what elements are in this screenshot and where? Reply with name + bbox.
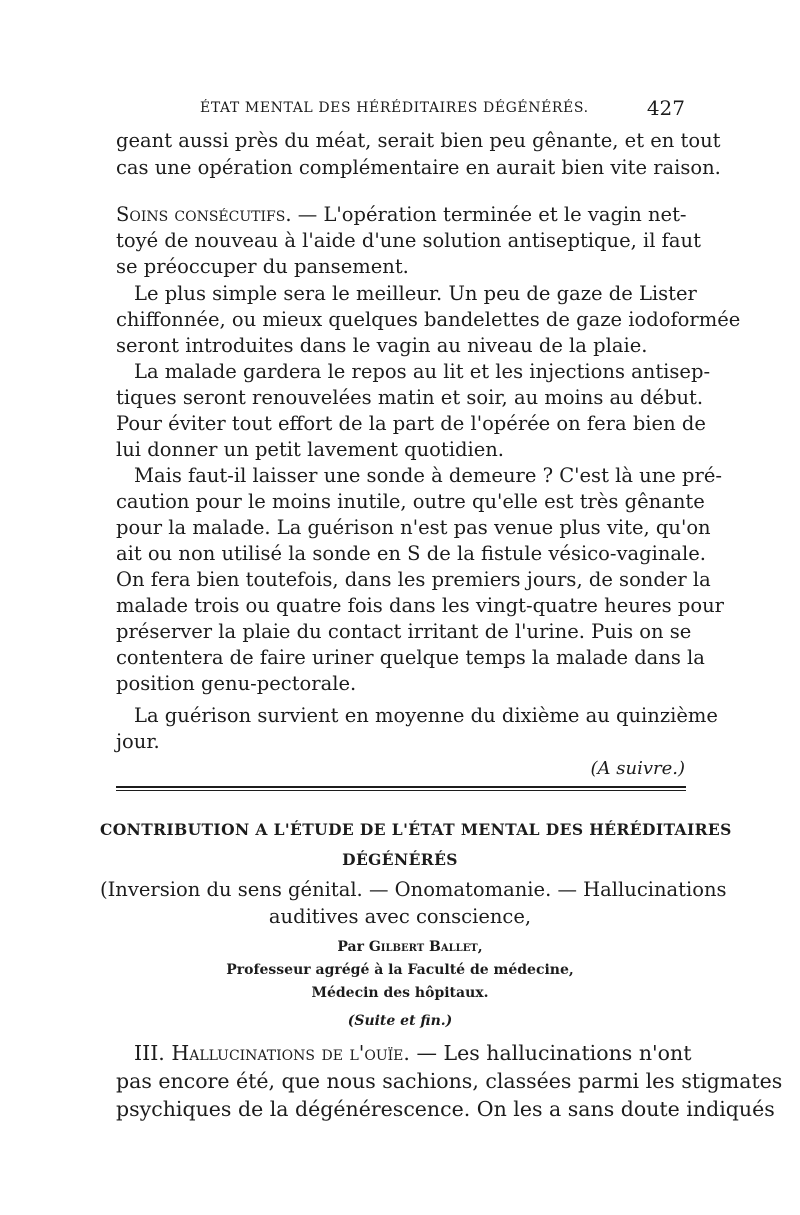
continuation-note: (Suite et fin.): [347, 1013, 453, 1029]
article-subtitle-cont: auditives avec conscience,: [268, 905, 532, 928]
text-line: pas encore été, que nous sachions, classées parmi les stigmates: [116, 1069, 783, 1093]
section-heading-rest: — Les hallucinations n'ont: [409, 1041, 692, 1065]
section-lead-rest: — L'opération terminée et le vagin net-: [291, 203, 687, 226]
author-affiliation: Professeur agrégé à la Faculté de médecine,: [226, 962, 574, 978]
article-subtitle: (Inversion du sens génital. — Onomatomanie. — Hallucinations: [100, 878, 727, 901]
text-line: Pour éviter tout effort de la part de l'opérée on fera bien de: [116, 412, 706, 435]
text-line: se préoccuper du pansement.: [116, 255, 409, 278]
text-line: La malade gardera le repos au lit et les injections antisep-: [134, 360, 711, 383]
text-line: Mais faut-il laisser une sonde à demeure ? C'est là une pré-: [134, 464, 722, 487]
text-line: tiques seront renouvelées matin et soir, au moins au début.: [116, 386, 704, 409]
article-title: CONTRIBUTION A L'ÉTUDE DE L'ÉTAT MENTAL DES HÉRÉDITAIRES: [100, 820, 732, 839]
section-heading-line: [134, 1040, 692, 1066]
text-line: jour.: [116, 730, 160, 753]
text-line: cas une opération complémentaire en aurait bien vite raison.: [116, 156, 721, 179]
text-line: La guérison survient en moyenne du dixième au quinzième: [134, 704, 718, 727]
author-line: [110, 939, 710, 955]
text-line: préserver la plaie du contact irritant de l'urine. Puis on se: [116, 620, 692, 643]
text-line: contentera de faire uriner quelque temps la malade dans la: [116, 646, 705, 669]
text-line: psychiques de la dégénérescence. On les a sans doute indiqués: [116, 1097, 775, 1121]
section-numeral: III.: [134, 1041, 172, 1065]
author-prefix: Par: [337, 939, 369, 955]
text-line: Le plus simple sera le meilleur. Un peu de gaze de Lister: [134, 282, 697, 305]
divider-rule: [116, 786, 686, 788]
section-lead: Soins consécutifs.: [116, 203, 292, 226]
text-line: ait ou non utilisé la sonde en S de la fistule vésico-vaginale.: [116, 542, 706, 565]
section-lead-line: [116, 202, 686, 228]
text-line: geant aussi près du méat, serait bien peu gênante, et en tout: [116, 129, 721, 152]
text-line: toyé de nouveau à l'aide d'une solution antiseptique, il faut: [116, 229, 701, 252]
article-title-cont: DÉGÉNÉRÉS: [342, 850, 458, 869]
text-line: malade trois ou quatre fois dans les vingt-quatre heures pour: [116, 594, 724, 617]
text-line: position genu-pectorale.: [116, 672, 357, 695]
to-be-continued: (A suivre.): [590, 758, 685, 779]
divider-rule: [116, 790, 686, 791]
running-header: [200, 96, 685, 120]
text-line: caution pour le moins inutile, outre qu'elle est très gênante: [116, 490, 705, 513]
text-line: pour la malade. La guérison n'est pas venue plus vite, qu'on: [116, 516, 711, 539]
text-line: lui donner un petit lavement quotidien.: [116, 438, 504, 461]
text-line: chiffonnée, ou mieux quelques bandelettes de gaze iodoformée: [116, 308, 741, 331]
text-line: seront introduites dans le vagin au niveau de la plaie.: [116, 334, 648, 357]
page-number: 427: [646, 96, 685, 120]
author-name: Gilbert Ballet,: [368, 939, 483, 955]
running-title: ÉTAT MENTAL DES HÉRÉDITAIRES DÉGÉNÉRÉS.: [200, 100, 589, 116]
section-heading: Hallucinations de l'ouïe.: [171, 1041, 410, 1065]
text-line: On fera bien toutefois, dans les premiers jours, de sonder la: [116, 568, 711, 591]
author-affiliation: Médecin des hôpitaux.: [311, 985, 489, 1001]
